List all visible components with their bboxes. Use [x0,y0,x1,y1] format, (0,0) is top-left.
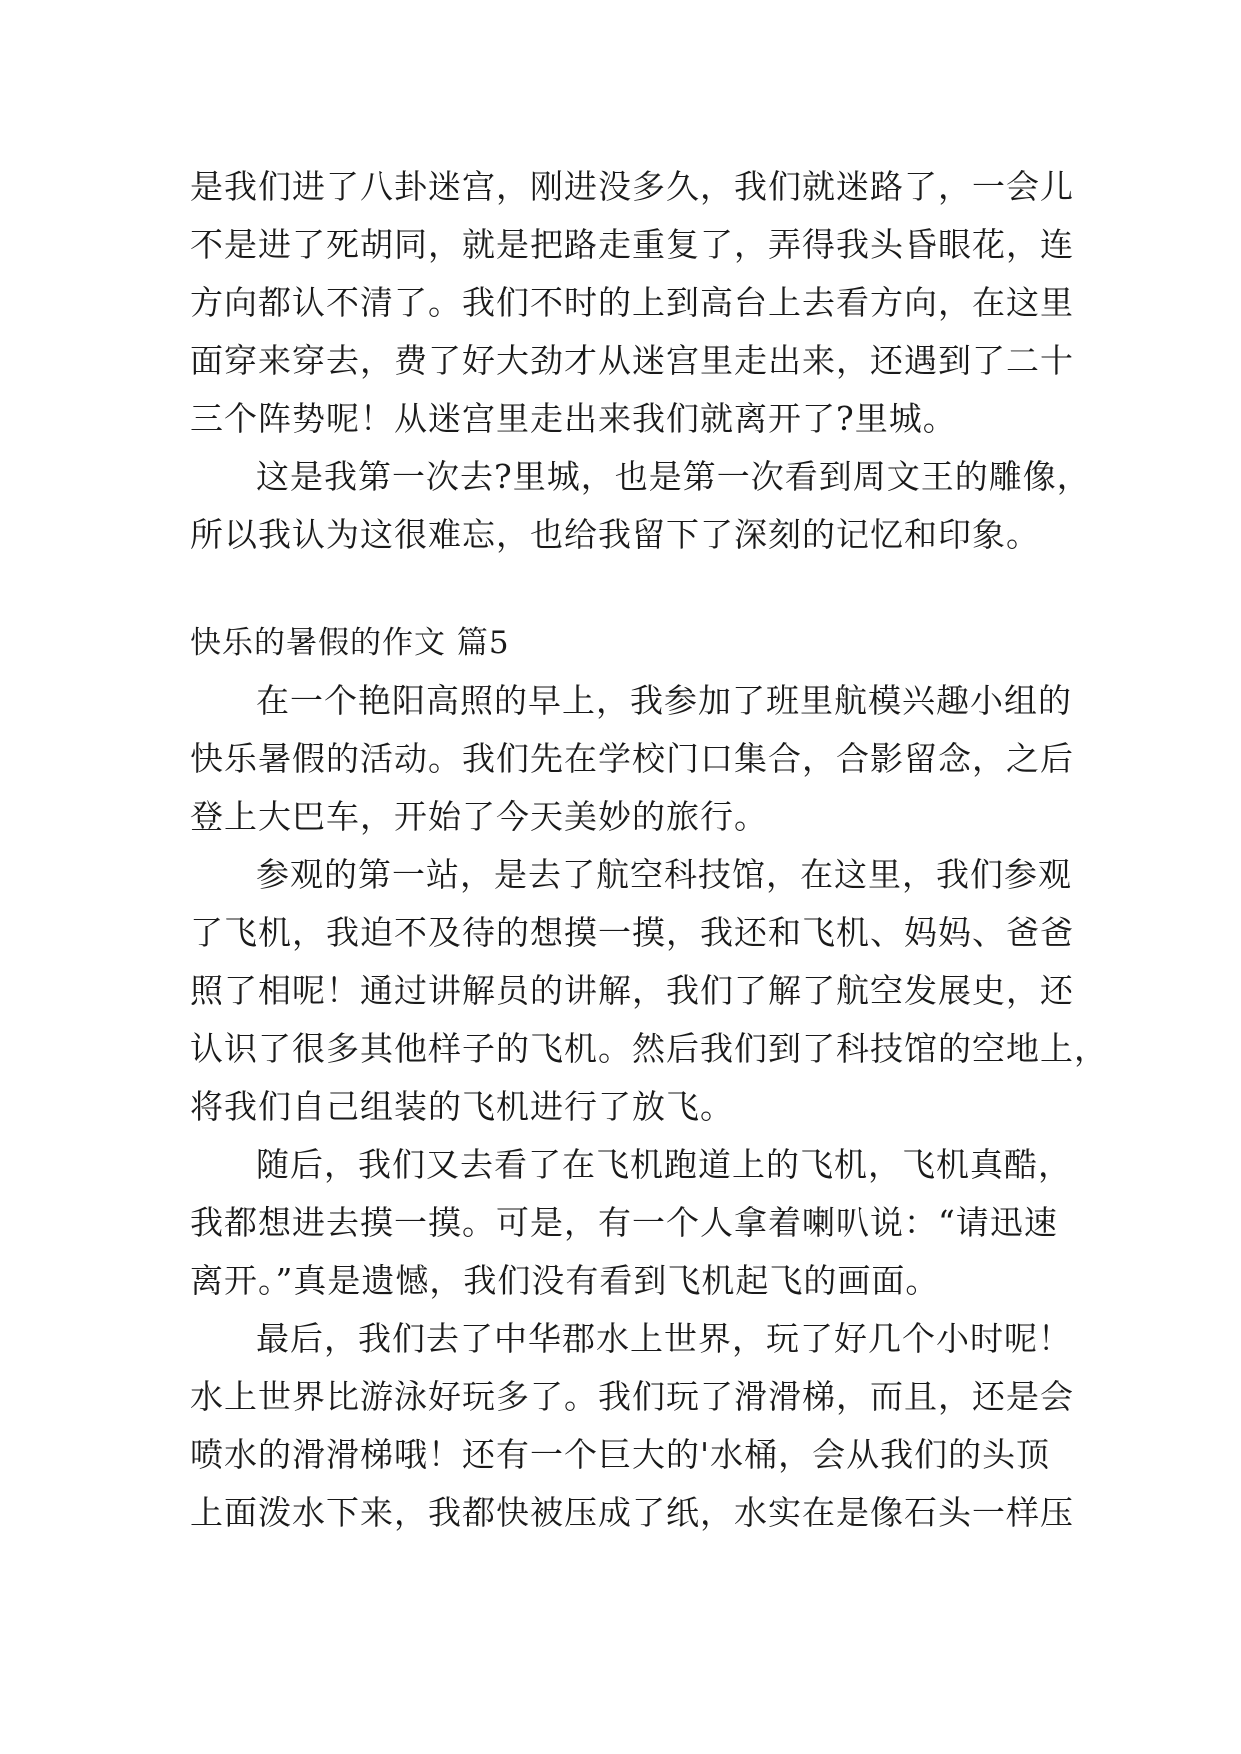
paragraph-continuation [190,158,1074,448]
text-line: 这是我第一次去?里城，也是第一次看到周文王的雕像， [256,457,1091,496]
text-line: 登上大巴车，开始了今天美妙的旅行。 [190,797,768,836]
paragraph [190,672,1074,846]
text-line: 照了相呢！通过讲解员的讲解，我们了解了航空发展史，还 [190,971,1074,1010]
paragraph [190,846,1108,1136]
text-line: 随后，我们又去看了在飞机跑道上的飞机，飞机真酷， [256,1145,1072,1184]
text-line: 快乐暑假的活动。我们先在学校门口集合，合影留念，之后 [190,739,1074,778]
text-line: 方向都认不清了。我们不时的上到高台上去看方向，在这里 [190,283,1074,322]
text-line: 将我们自己组装的飞机进行了放飞。 [190,1087,734,1126]
text-line: 水上世界比游泳好玩多了。我们玩了滑滑梯，而且，还是会 [190,1377,1074,1416]
section-heading: 快乐的暑假的作文 篇5 [190,625,510,661]
document-body [190,158,1108,1542]
text-line: 最后，我们去了中华郡水上世界，玩了好几个小时呢！ [256,1319,1072,1358]
text-line: 在一个艳阳高照的早上，我参加了班里航模兴趣小组的 [256,681,1072,720]
paragraph [190,1310,1074,1542]
text-line: 不是进了死胡同，就是把路走重复了，弄得我头昏眼花，连 [190,225,1074,264]
text-line: 我都想进去摸一摸。可是，有一个人拿着喇叭说：“请迅速 [190,1203,1058,1242]
paragraph [190,448,1091,564]
paragraph [190,1136,1070,1310]
text-line: 离开。”真是遗憾，我们没有看到飞机起飞的画面。 [190,1261,940,1300]
text-line: 认识了很多其他样子的飞机。然后我们到了科技馆的空地上， [190,1029,1108,1068]
text-line: 喷水的滑滑梯哦！还有一个巨大的'水桶，会从我们的头顶 [190,1435,1051,1474]
text-line: 上面泼水下来，我都快被压成了纸，水实在是像石头一样压 [190,1493,1074,1532]
text-line: 面穿来穿去，费了好大劲才从迷宫里走出来，还遇到了二十 [190,341,1074,380]
text-line: 所以我认为这很难忘，也给我留下了深刻的记忆和印象。 [190,515,1040,554]
text-line: 三个阵势呢！从迷宫里走出来我们就离开了?里城。 [190,399,957,438]
text-line: 了飞机，我迫不及待的想摸一摸，我还和飞机、妈妈、爸爸 [190,913,1074,952]
text-line: 是我们进了八卦迷宫，刚进没多久，我们就迷路了，一会儿 [190,167,1074,206]
text-line: 参观的第一站，是去了航空科技馆，在这里，我们参观 [256,855,1072,894]
